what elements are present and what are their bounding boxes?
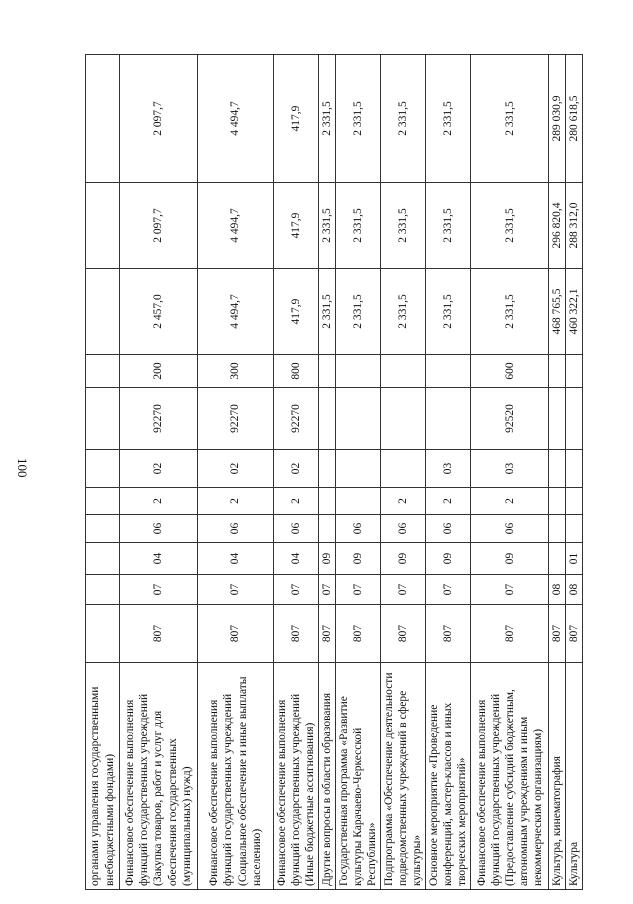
program-code-cell	[198, 515, 274, 543]
event-code-cell	[471, 450, 549, 488]
row-name-cell	[86, 663, 120, 890]
amount-year-1-cell	[549, 269, 566, 355]
section-code-text: 08	[568, 583, 581, 596]
amount-year-3-cell	[198, 55, 274, 183]
amount-year-2-text: 4 494,7	[229, 208, 242, 243]
grbs-code-text: 807	[397, 624, 410, 643]
subprogram-code-cell	[426, 488, 471, 515]
expense-type-code-cell	[86, 355, 120, 388]
amount-year-3-text: 2 331,5	[397, 101, 410, 136]
expense-type-code-cell	[274, 355, 319, 388]
section-code-cell	[319, 575, 336, 605]
direction-code-text: 92270	[229, 404, 242, 433]
grbs-code-text: 807	[152, 624, 165, 643]
grbs-code-text: 807	[229, 624, 242, 643]
amount-year-1-cell	[381, 269, 426, 355]
row-name-text: Финансовое обеспечение выполнения функций государственных учреждений (Социальное обеспечение и иные выплаты населению)	[208, 676, 263, 886]
program-code-cell	[381, 515, 426, 543]
amount-year-2-text: 2 331,5	[352, 208, 365, 243]
grbs-code-cell	[120, 605, 198, 663]
subprogram-code-cell	[120, 488, 198, 515]
subsection-code-cell	[549, 543, 566, 575]
amount-year-1-text: 460 322,1	[568, 288, 581, 335]
subprogram-code-cell	[86, 488, 120, 515]
amount-year-1-cell	[566, 269, 583, 355]
row-name-cell	[471, 663, 549, 890]
budget-table-body	[86, 55, 583, 890]
rotated-table-container	[85, 55, 581, 890]
amount-year-1-cell	[198, 269, 274, 355]
amount-year-3-text: 2 331,5	[442, 101, 455, 136]
expense-type-code-cell	[549, 355, 566, 388]
subsection-code-cell	[120, 543, 198, 575]
row-name-cell	[336, 663, 381, 890]
subsection-code-cell	[471, 543, 549, 575]
section-code-cell	[198, 575, 274, 605]
program-code-text: 06	[503, 522, 516, 535]
expense-type-code-cell	[198, 355, 274, 388]
grbs-code-cell	[198, 605, 274, 663]
expense-type-code-cell	[426, 355, 471, 388]
amount-year-3-text: 2 331,5	[321, 101, 334, 136]
program-code-text: 06	[152, 522, 165, 535]
amount-year-1-text: 417,9	[290, 298, 303, 325]
program-code-cell	[274, 515, 319, 543]
amount-year-1-text: 468 765,5	[551, 288, 564, 335]
amount-year-2-text: 2 331,5	[321, 208, 334, 243]
direction-code-cell	[336, 388, 381, 450]
subsection-code-cell	[426, 543, 471, 575]
program-code-text: 06	[229, 522, 242, 535]
table-row	[86, 55, 120, 890]
amount-year-3-text: 289 030,9	[551, 95, 564, 142]
grbs-code-text: 807	[551, 624, 564, 643]
amount-year-2-cell	[381, 183, 426, 269]
subsection-code-text: 09	[352, 552, 365, 565]
subsection-code-cell	[336, 543, 381, 575]
program-code-text: 06	[290, 522, 303, 535]
event-code-cell	[198, 450, 274, 488]
event-code-cell	[336, 450, 381, 488]
subprogram-code-cell	[336, 488, 381, 515]
row-name-cell	[198, 663, 274, 890]
subsection-code-cell	[381, 543, 426, 575]
amount-year-1-text: 2 331,5	[352, 294, 365, 329]
row-name-cell	[549, 663, 566, 890]
subprogram-code-text: 2	[442, 498, 455, 504]
subsection-code-cell	[319, 543, 336, 575]
row-name-text: Другие вопросы в области образования	[321, 692, 334, 886]
section-code-text: 07	[442, 583, 455, 596]
event-code-cell	[381, 450, 426, 488]
grbs-code-text: 807	[568, 624, 581, 643]
expense-type-code-text: 800	[290, 362, 303, 380]
section-code-text: 07	[352, 583, 365, 596]
expense-type-code-cell	[120, 355, 198, 388]
amount-year-1-text: 2 331,5	[397, 294, 410, 329]
budget-table-sheet	[85, 55, 581, 890]
grbs-code-cell	[86, 605, 120, 663]
subsection-code-text: 04	[152, 552, 165, 565]
amount-year-3-text: 280 618,5	[568, 95, 581, 142]
program-code-cell	[549, 515, 566, 543]
section-code-cell	[549, 575, 566, 605]
program-code-text: 06	[397, 522, 410, 535]
expense-type-code-cell	[566, 355, 583, 388]
amount-year-2-cell	[86, 183, 120, 269]
amount-year-3-cell	[274, 55, 319, 183]
direction-code-cell	[120, 388, 198, 450]
direction-code-text: 92270	[290, 404, 303, 433]
table-row	[336, 55, 381, 890]
table-row	[426, 55, 471, 890]
amount-year-1-cell	[426, 269, 471, 355]
amount-year-2-cell	[120, 183, 198, 269]
amount-year-1-cell	[86, 269, 120, 355]
row-name-text: Культура	[568, 841, 581, 886]
amount-year-3-cell	[549, 55, 566, 183]
amount-year-1-cell	[120, 269, 198, 355]
row-name-cell	[319, 663, 336, 890]
event-code-cell	[319, 450, 336, 488]
amount-year-3-cell	[86, 55, 120, 183]
expense-type-code-cell	[381, 355, 426, 388]
section-code-text: 08	[551, 583, 564, 596]
subprogram-code-text: 2	[229, 498, 242, 504]
event-code-cell	[120, 450, 198, 488]
section-code-cell	[471, 575, 549, 605]
amount-year-2-text: 296 820,4	[551, 202, 564, 249]
amount-year-1-cell	[319, 269, 336, 355]
row-name-cell	[274, 663, 319, 890]
subsection-code-text: 09	[442, 552, 455, 565]
amount-year-2-cell	[274, 183, 319, 269]
amount-year-1-text: 2 331,5	[503, 294, 516, 329]
subsection-code-text: 04	[290, 552, 303, 565]
event-code-text: 02	[229, 462, 242, 475]
program-code-cell	[319, 515, 336, 543]
subsection-code-cell	[566, 543, 583, 575]
direction-code-cell	[549, 388, 566, 450]
event-code-text: 02	[152, 462, 165, 475]
subsection-code-text: 09	[397, 552, 410, 565]
section-code-text: 07	[229, 583, 242, 596]
amount-year-2-cell	[549, 183, 566, 269]
table-row	[198, 55, 274, 890]
subprogram-code-cell	[471, 488, 549, 515]
table-row	[471, 55, 549, 890]
amount-year-1-text: 2 331,5	[321, 294, 334, 329]
section-code-cell	[274, 575, 319, 605]
row-name-text: Финансовое обеспечение выполнения функций государственных учреждений (Закупка товаров, работ и услуг для обеспечения государственных (муниципальных) нужд)	[124, 693, 193, 886]
grbs-code-text: 807	[503, 624, 516, 643]
subsection-code-text: 09	[321, 552, 334, 565]
subprogram-code-cell	[274, 488, 319, 515]
direction-code-cell	[426, 388, 471, 450]
expense-type-code-text: 600	[503, 362, 516, 380]
event-code-text: 03	[442, 462, 455, 475]
amount-year-1-text: 2 331,5	[442, 294, 455, 329]
event-code-cell	[426, 450, 471, 488]
grbs-code-text: 807	[352, 624, 365, 643]
table-row	[120, 55, 198, 890]
amount-year-3-cell	[471, 55, 549, 183]
program-code-text: 06	[352, 522, 365, 535]
section-code-cell	[86, 575, 120, 605]
event-code-text: 03	[503, 462, 516, 475]
section-code-cell	[426, 575, 471, 605]
subsection-code-cell	[274, 543, 319, 575]
table-row	[274, 55, 319, 890]
amount-year-3-cell	[381, 55, 426, 183]
program-code-cell	[336, 515, 381, 543]
event-code-cell	[566, 450, 583, 488]
expense-type-code-cell	[471, 355, 549, 388]
amount-year-3-text: 2 331,5	[503, 101, 516, 136]
row-name-text: Государственная программа «Развитие культуры Карачаево-Черкесской Республики»	[338, 696, 379, 886]
amount-year-3-cell	[566, 55, 583, 183]
amount-year-3-text: 4 494,7	[229, 101, 242, 136]
amount-year-3-cell	[319, 55, 336, 183]
event-code-cell	[274, 450, 319, 488]
program-code-cell	[426, 515, 471, 543]
grbs-code-cell	[426, 605, 471, 663]
section-code-text: 07	[152, 583, 165, 596]
budget-table	[85, 54, 583, 890]
subsection-code-text: 09	[503, 552, 516, 565]
subprogram-code-cell	[319, 488, 336, 515]
expense-type-code-cell	[336, 355, 381, 388]
subprogram-code-text: 2	[503, 498, 516, 504]
row-name-cell	[120, 663, 198, 890]
direction-code-text: 92520	[503, 404, 516, 433]
grbs-code-cell	[549, 605, 566, 663]
amount-year-3-text: 2 097,7	[152, 101, 165, 136]
direction-code-cell	[319, 388, 336, 450]
program-code-cell	[566, 515, 583, 543]
program-code-cell	[471, 515, 549, 543]
amount-year-2-text: 417,9	[290, 212, 303, 239]
grbs-code-cell	[319, 605, 336, 663]
amount-year-2-text: 2 331,5	[397, 208, 410, 243]
row-name-cell	[381, 663, 426, 890]
page-number: 100	[15, 458, 30, 478]
direction-code-text: 92270	[152, 404, 165, 433]
subprogram-code-cell	[381, 488, 426, 515]
subprogram-code-cell	[198, 488, 274, 515]
grbs-code-text: 807	[321, 624, 334, 643]
direction-code-cell	[471, 388, 549, 450]
expense-type-code-text: 200	[152, 362, 165, 380]
amount-year-3-cell	[426, 55, 471, 183]
section-code-text: 07	[321, 583, 334, 596]
direction-code-cell	[566, 388, 583, 450]
row-name-text: Культура, кинематография	[551, 756, 564, 886]
amount-year-2-cell	[319, 183, 336, 269]
grbs-code-text: 807	[442, 624, 455, 643]
amount-year-2-cell	[426, 183, 471, 269]
row-name-text: Основное мероприятие «Проведение конференций, мастер-классов и иных творческих мероприятий»	[428, 702, 469, 886]
event-code-cell	[86, 450, 120, 488]
section-code-cell	[566, 575, 583, 605]
section-code-text: 07	[397, 583, 410, 596]
row-name-cell	[426, 663, 471, 890]
direction-code-cell	[381, 388, 426, 450]
grbs-code-text: 807	[290, 624, 303, 643]
grbs-code-cell	[381, 605, 426, 663]
direction-code-cell	[86, 388, 120, 450]
amount-year-2-cell	[471, 183, 549, 269]
amount-year-1-cell	[274, 269, 319, 355]
direction-code-cell	[274, 388, 319, 450]
subsection-code-text: 01	[568, 552, 581, 565]
grbs-code-cell	[274, 605, 319, 663]
amount-year-2-text: 2 331,5	[503, 208, 516, 243]
row-name-cell	[566, 663, 583, 890]
subprogram-code-text: 2	[152, 498, 165, 504]
event-code-cell	[549, 450, 566, 488]
row-name-text: Финансовое обеспечение выполнения функций государственных учреждений (Предоставление субсидий бюджетным, автономным учреждениям и иным некоммерческим организациям)	[475, 689, 544, 886]
amount-year-3-cell	[336, 55, 381, 183]
table-row	[566, 55, 583, 890]
amount-year-2-text: 2 331,5	[442, 208, 455, 243]
table-row	[381, 55, 426, 890]
section-code-text: 07	[503, 583, 516, 596]
table-row	[549, 55, 566, 890]
direction-code-cell	[198, 388, 274, 450]
row-name-text: органами управления государственными внебюджетными фондами)	[89, 686, 116, 886]
row-name-text: Подпрограмма «Обеспечение деятельности подведомственных учреждений в сфере культуры»	[383, 672, 424, 886]
amount-year-2-cell	[198, 183, 274, 269]
event-code-text: 02	[290, 462, 303, 475]
subprogram-code-cell	[566, 488, 583, 515]
subprogram-code-text: 2	[290, 498, 303, 504]
amount-year-1-text: 2 457,0	[152, 294, 165, 329]
section-code-cell	[336, 575, 381, 605]
program-code-cell	[120, 515, 198, 543]
amount-year-1-cell	[336, 269, 381, 355]
amount-year-1-cell	[471, 269, 549, 355]
subsection-code-cell	[86, 543, 120, 575]
program-code-text: 06	[442, 522, 455, 535]
subsection-code-text: 04	[229, 552, 242, 565]
section-code-cell	[381, 575, 426, 605]
grbs-code-cell	[566, 605, 583, 663]
amount-year-2-text: 288 312,0	[568, 202, 581, 249]
subprogram-code-text: 2	[397, 498, 410, 504]
grbs-code-cell	[471, 605, 549, 663]
subsection-code-cell	[198, 543, 274, 575]
section-code-text: 07	[290, 583, 303, 596]
amount-year-2-text: 2 097,7	[152, 208, 165, 243]
program-code-cell	[86, 515, 120, 543]
amount-year-1-text: 4 494,7	[229, 294, 242, 329]
amount-year-2-cell	[336, 183, 381, 269]
grbs-code-cell	[336, 605, 381, 663]
amount-year-3-text: 2 331,5	[352, 101, 365, 136]
amount-year-2-cell	[566, 183, 583, 269]
amount-year-3-text: 417,9	[290, 105, 303, 132]
section-code-cell	[120, 575, 198, 605]
expense-type-code-text: 300	[229, 362, 242, 380]
row-name-text: Финансовое обеспечение выполнения функций государственных учреждений (Иные бюджетные ассигнования)	[276, 693, 317, 886]
table-row	[319, 55, 336, 890]
amount-year-3-cell	[120, 55, 198, 183]
subprogram-code-cell	[549, 488, 566, 515]
expense-type-code-cell	[319, 355, 336, 388]
